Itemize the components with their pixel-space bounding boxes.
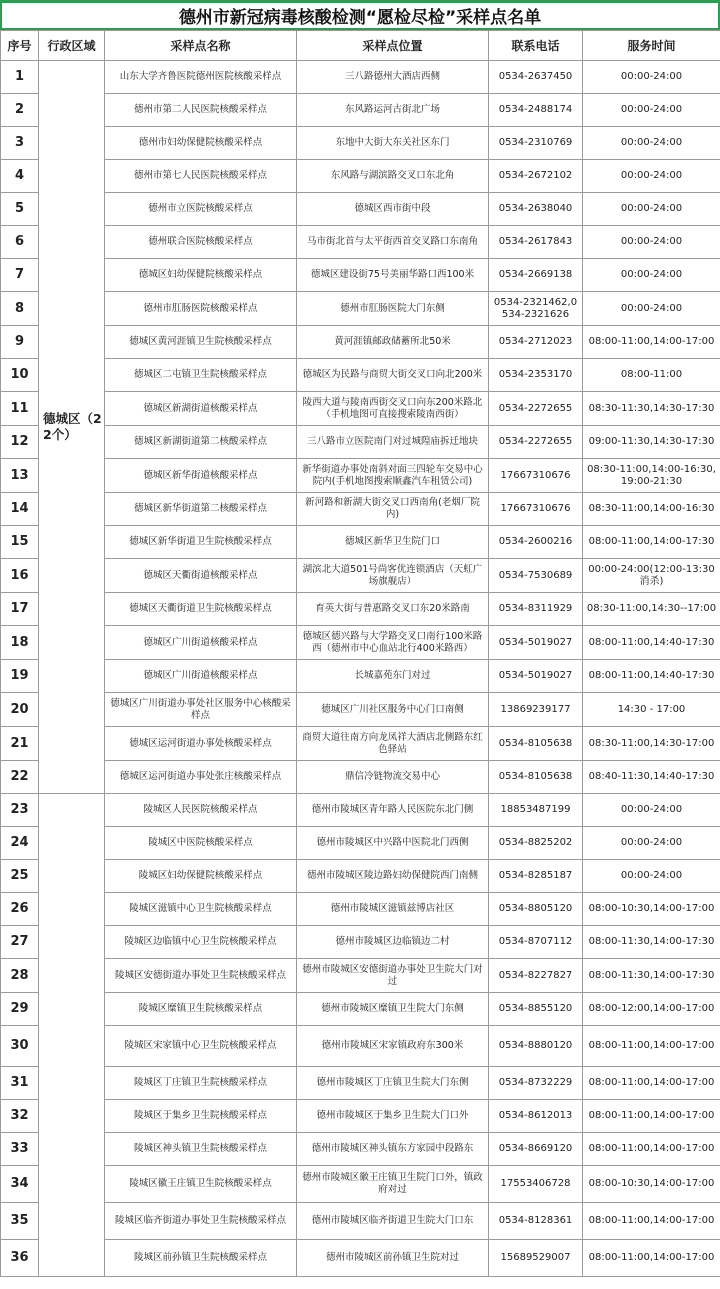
- site-location-cell: 陵西大道与陵南西街交叉口向东200米路北（手机地图可直接搜索陵南西街）: [297, 392, 489, 426]
- service-hours-cell: 08:30-11:00,14:30-17:00: [583, 727, 720, 761]
- table-row: [1, 1166, 720, 1203]
- header-district: 行政区域: [39, 31, 105, 61]
- service-hours-cell: 08:30-11:00,14:00-16:30,19:00-21:30: [583, 459, 720, 493]
- service-hours-cell: 08:00-12:00,14:00-17:00: [583, 993, 720, 1026]
- row-seq-cell: 15: [1, 526, 39, 559]
- table-row: [1, 226, 720, 259]
- table-row: [1, 1067, 720, 1100]
- site-location-cell: 德州市陵城区安德街道办事处卫生院大门对过: [297, 959, 489, 993]
- service-hours-cell: 08:00-11:00,14:00-17:00: [583, 1240, 720, 1277]
- table-row: [1, 459, 720, 493]
- phone-cell: 0534-8612013: [489, 1100, 583, 1133]
- row-seq-cell: 18: [1, 626, 39, 660]
- site-name-cell: 陵城区人民医院核酸采样点: [105, 794, 297, 827]
- site-name-cell: 德城区妇幼保健院核酸采样点: [105, 259, 297, 292]
- phone-cell: 0534-2272655: [489, 426, 583, 459]
- site-name-cell: 陵城区妇幼保健院核酸采样点: [105, 860, 297, 893]
- row-seq-cell: 28: [1, 959, 39, 993]
- row-seq-cell: 31: [1, 1067, 39, 1100]
- row-seq-cell: 23: [1, 794, 39, 827]
- row-seq-cell: 10: [1, 359, 39, 392]
- phone-cell: 0534-8311929: [489, 593, 583, 626]
- phone-cell: 17553406728: [489, 1166, 583, 1203]
- row-seq-cell: 14: [1, 493, 39, 526]
- table-row: [1, 359, 720, 392]
- table-row: [1, 660, 720, 693]
- row-seq-cell: 7: [1, 259, 39, 292]
- site-location-cell: 长城嘉苑东门对过: [297, 660, 489, 693]
- table-row: [1, 127, 720, 160]
- site-name-cell: 德城区新华街道卫生院核酸采样点: [105, 526, 297, 559]
- row-seq-cell: 13: [1, 459, 39, 493]
- row-seq-cell: 11: [1, 392, 39, 426]
- site-name-cell: 陵城区安德街道办事处卫生院核酸采样点: [105, 959, 297, 993]
- site-location-cell: 德州市陵城区青年路人民医院东北门侧: [297, 794, 489, 827]
- row-seq-cell: 19: [1, 660, 39, 693]
- row-seq-cell: 4: [1, 160, 39, 193]
- site-location-cell: 德州市陵城区临齐街道卫生院大门口东: [297, 1203, 489, 1240]
- phone-cell: 0534-8285187: [489, 860, 583, 893]
- table-row: [1, 959, 720, 993]
- table-row: [1, 1026, 720, 1067]
- phone-cell: 0534-8105638: [489, 727, 583, 761]
- site-name-cell: 德城区天衢街道卫生院核酸采样点: [105, 593, 297, 626]
- site-location-cell: 德城区广川社区服务中心门口南侧: [297, 693, 489, 727]
- table-row: [1, 860, 720, 893]
- row-seq-cell: 30: [1, 1026, 39, 1067]
- service-hours-cell: 08:00-11:00,14:00-17:00: [583, 1067, 720, 1100]
- site-name-cell: 陵城区滋镇中心卫生院核酸采样点: [105, 893, 297, 926]
- site-location-cell: 东地中大街大东关社区东门: [297, 127, 489, 160]
- row-seq-cell: 26: [1, 893, 39, 926]
- phone-cell: 0534-8707112: [489, 926, 583, 959]
- site-location-cell: 德城区新华卫生院门口: [297, 526, 489, 559]
- site-location-cell: 德州市陵城区宋家镇政府东300米: [297, 1026, 489, 1067]
- service-hours-cell: 00:00-24:00: [583, 292, 720, 326]
- row-seq-cell: 33: [1, 1133, 39, 1166]
- row-seq-cell: 21: [1, 727, 39, 761]
- table-row: [1, 426, 720, 459]
- site-location-cell: 德城区为民路与商贸大街交叉口向北200米: [297, 359, 489, 392]
- header-site-name: 采样点名称: [105, 31, 297, 61]
- site-name-cell: 德州市立医院核酸采样点: [105, 193, 297, 226]
- site-name-cell: 德城区新华街道第二核酸采样点: [105, 493, 297, 526]
- service-hours-cell: 08:00-11:30,14:00-17:30: [583, 959, 720, 993]
- table-row: [1, 1100, 720, 1133]
- site-name-cell: 德州市第二人民医院核酸采样点: [105, 94, 297, 127]
- phone-cell: 0534-8855120: [489, 993, 583, 1026]
- table-row: [1, 893, 720, 926]
- row-seq-cell: 3: [1, 127, 39, 160]
- site-location-cell: 德城区西市街中段: [297, 193, 489, 226]
- service-hours-cell: 08:30-11:30,14:30-17:30: [583, 392, 720, 426]
- site-name-cell: 陵城区神头镇卫生院核酸采样点: [105, 1133, 297, 1166]
- row-seq-cell: 29: [1, 993, 39, 1026]
- table-row: [1, 593, 720, 626]
- service-hours-cell: 08:00-11:00,14:00-17:00: [583, 1203, 720, 1240]
- site-name-cell: 德城区广川街道办事处社区服务中心核酸采样点: [105, 693, 297, 727]
- service-hours-cell: 08:30-11:00,14:30--17:00: [583, 593, 720, 626]
- phone-cell: 0534-8105638: [489, 761, 583, 794]
- phone-cell: 0534-2672102: [489, 160, 583, 193]
- table-row: [1, 160, 720, 193]
- phone-cell: 15689529007: [489, 1240, 583, 1277]
- district-cell: [39, 794, 105, 1277]
- service-hours-cell: 00:00-24:00: [583, 94, 720, 127]
- site-name-cell: 陵城区糜镇卫生院核酸采样点: [105, 993, 297, 1026]
- table-row: [1, 827, 720, 860]
- table-row: [1, 493, 720, 526]
- table-row: [1, 727, 720, 761]
- phone-cell: 0534-8732229: [489, 1067, 583, 1100]
- site-location-cell: 德州市陵城区中兴路中医院北门西侧: [297, 827, 489, 860]
- site-location-cell: 马市街北首与太平街西首交叉路口东南角: [297, 226, 489, 259]
- phone-cell: 0534-8825202: [489, 827, 583, 860]
- site-name-cell: 德州市第七人民医院核酸采样点: [105, 160, 297, 193]
- phone-cell: 0534-8880120: [489, 1026, 583, 1067]
- site-location-cell: 德州市陵城区徽王庄镇卫生院门口外，镇政府对过: [297, 1166, 489, 1203]
- service-hours-cell: 00:00-24:00: [583, 226, 720, 259]
- table-row: [1, 392, 720, 426]
- site-name-cell: 陵城区丁庄镇卫生院核酸采样点: [105, 1067, 297, 1100]
- row-seq-cell: 2: [1, 94, 39, 127]
- site-location-cell: 东风路与湖滨路交叉口东北角: [297, 160, 489, 193]
- phone-cell: 0534-8227827: [489, 959, 583, 993]
- site-name-cell: 陵城区徽王庄镇卫生院核酸采样点: [105, 1166, 297, 1203]
- site-location-cell: 德城区德兴路与大学路交叉口南行100米路西（德州市中心血站北行400米路西）: [297, 626, 489, 660]
- site-location-cell: 德州市陵城区丁庄镇卫生院大门东侧: [297, 1067, 489, 1100]
- service-hours-cell: 08:00-11:00: [583, 359, 720, 392]
- table-row: [1, 61, 720, 94]
- table-row: [1, 526, 720, 559]
- row-seq-cell: 17: [1, 593, 39, 626]
- site-location-cell: 三八路德州大酒店西侧: [297, 61, 489, 94]
- service-hours-cell: 09:00-11:30,14:30-17:30: [583, 426, 720, 459]
- site-location-cell: 黄河涯镇邮政储蓄所北50米: [297, 326, 489, 359]
- header-site-location: 采样点位置: [297, 31, 489, 61]
- table-row: [1, 559, 720, 593]
- phone-cell: 17667310676: [489, 459, 583, 493]
- site-location-cell: 德州市肛肠医院大门东侧: [297, 292, 489, 326]
- table-row: [1, 94, 720, 127]
- site-location-cell: 德州市陵城区糜镇卫生院大门东侧: [297, 993, 489, 1026]
- site-location-cell: 德州市陵城区边临镇边二村: [297, 926, 489, 959]
- site-location-cell: 德州市陵城区神头镇东方家园中段路东: [297, 1133, 489, 1166]
- site-location-cell: 德州市陵城区于集乡卫生院大门口外: [297, 1100, 489, 1133]
- row-seq-cell: 9: [1, 326, 39, 359]
- service-hours-cell: 00:00-24:00: [583, 860, 720, 893]
- phone-cell: 0534-2600216: [489, 526, 583, 559]
- phone-cell: 0534-2712023: [489, 326, 583, 359]
- phone-cell: 0534-8128361: [489, 1203, 583, 1240]
- service-hours-cell: 08:00-11:00,14:00-17:00: [583, 1100, 720, 1133]
- row-seq-cell: 24: [1, 827, 39, 860]
- phone-cell: 0534-7530689: [489, 559, 583, 593]
- service-hours-cell: 08:00-10:30,14:00-17:00: [583, 1166, 720, 1203]
- site-name-cell: 陵城区临齐街道办事处卫生院核酸采样点: [105, 1203, 297, 1240]
- site-name-cell: 德城区运河街道办事处核酸采样点: [105, 727, 297, 761]
- row-seq-cell: 32: [1, 1100, 39, 1133]
- table-row: [1, 292, 720, 326]
- site-name-cell: 德城区新湖街道第二核酸采样点: [105, 426, 297, 459]
- site-name-cell: 德城区二屯镇卫生院核酸采样点: [105, 359, 297, 392]
- site-name-cell: 山东大学齐鲁医院德州医院核酸采样点: [105, 61, 297, 94]
- phone-cell: 17667310676: [489, 493, 583, 526]
- site-name-cell: 德城区运河街道办事处张庄核酸采样点: [105, 761, 297, 794]
- table-row: [1, 794, 720, 827]
- service-hours-cell: 08:40-11:30,14:40-17:30: [583, 761, 720, 794]
- row-seq-cell: 8: [1, 292, 39, 326]
- row-seq-cell: 34: [1, 1166, 39, 1203]
- service-hours-cell: 14:30 - 17:00: [583, 693, 720, 727]
- service-hours-cell: 00:00-24:00(12:00-13:30消杀): [583, 559, 720, 593]
- phone-cell: 0534-2669138: [489, 259, 583, 292]
- table-row: [1, 326, 720, 359]
- service-hours-cell: 00:00-24:00: [583, 160, 720, 193]
- table-header-row: [1, 31, 720, 61]
- site-location-cell: 湖滨北大道501号尚客优连锁酒店（天虹广场旗舰店）: [297, 559, 489, 593]
- phone-cell: 0534-8669120: [489, 1133, 583, 1166]
- site-name-cell: 陵城区前孙镇卫生院核酸采样点: [105, 1240, 297, 1277]
- site-location-cell: 商贸大道往南方向龙凤祥大酒店北侧路东红色驿站: [297, 727, 489, 761]
- service-hours-cell: 08:00-11:00,14:00-17:00: [583, 1133, 720, 1166]
- service-hours-cell: 00:00-24:00: [583, 259, 720, 292]
- service-hours-cell: 00:00-24:00: [583, 127, 720, 160]
- service-hours-cell: 08:00-11:00,14:00-17:00: [583, 1026, 720, 1067]
- site-location-cell: 育英大街与普惠路交叉口东20米路南: [297, 593, 489, 626]
- site-location-cell: 新华街道办事处南斜对面三四轮车交易中心院内(手机地图搜索顺鑫汽车租赁公司): [297, 459, 489, 493]
- service-hours-cell: 08:00-11:00,14:40-17:30: [583, 660, 720, 693]
- site-name-cell: 陵城区宋家镇中心卫生院核酸采样点: [105, 1026, 297, 1067]
- phone-cell: 0534-5019027: [489, 660, 583, 693]
- table-row: [1, 1133, 720, 1166]
- service-hours-cell: 08:00-11:00,14:00-17:30: [583, 526, 720, 559]
- phone-cell: 0534-8805120: [489, 893, 583, 926]
- site-name-cell: 陵城区于集乡卫生院核酸采样点: [105, 1100, 297, 1133]
- site-location-cell: 德州市陵城区陵边路妇幼保健院西门南侧: [297, 860, 489, 893]
- service-hours-cell: 00:00-24:00: [583, 193, 720, 226]
- table-row: [1, 761, 720, 794]
- table-row: [1, 1203, 720, 1240]
- row-seq-cell: 16: [1, 559, 39, 593]
- table-row: [1, 693, 720, 727]
- site-name-cell: 德州市妇幼保健院核酸采样点: [105, 127, 297, 160]
- table-body: [1, 61, 720, 1277]
- table-row: [1, 626, 720, 660]
- row-seq-cell: 6: [1, 226, 39, 259]
- header-phone: 联系电话: [489, 31, 583, 61]
- phone-cell: 0534-5019027: [489, 626, 583, 660]
- site-location-cell: 新河路和新湖大街交叉口西南角(老烟厂院内): [297, 493, 489, 526]
- service-hours-cell: 00:00-24:00: [583, 794, 720, 827]
- site-name-cell: 陵城区中医院核酸采样点: [105, 827, 297, 860]
- site-name-cell: 德城区新湖街道核酸采样点: [105, 392, 297, 426]
- row-seq-cell: 25: [1, 860, 39, 893]
- row-seq-cell: 35: [1, 1203, 39, 1240]
- site-name-cell: 德城区黄河涯镇卫生院核酸采样点: [105, 326, 297, 359]
- header-service-hours: 服务时间: [583, 31, 720, 61]
- service-hours-cell: 00:00-24:00: [583, 827, 720, 860]
- table-row: [1, 193, 720, 226]
- table-row: [1, 993, 720, 1026]
- sampling-sites-table: [0, 30, 720, 1277]
- header-seq: 序号: [1, 31, 39, 61]
- phone-cell: 0534-2638040: [489, 193, 583, 226]
- site-location-cell: 德州市陵城区滋镇兹博店社区: [297, 893, 489, 926]
- table-row: [1, 1240, 720, 1277]
- site-location-cell: 东风路运河古街北广场: [297, 94, 489, 127]
- phone-cell: 0534-2272655: [489, 392, 583, 426]
- site-name-cell: 德州联合医院核酸采样点: [105, 226, 297, 259]
- service-hours-cell: 08:00-11:00,14:40-17:30: [583, 626, 720, 660]
- phone-cell: 18853487199: [489, 794, 583, 827]
- site-location-cell: 鼎信冷链物流交易中心: [297, 761, 489, 794]
- site-name-cell: 德城区新华街道核酸采样点: [105, 459, 297, 493]
- row-seq-cell: 27: [1, 926, 39, 959]
- site-location-cell: 德州市陵城区前孙镇卫生院对过: [297, 1240, 489, 1277]
- row-seq-cell: 12: [1, 426, 39, 459]
- row-seq-cell: 1: [1, 61, 39, 94]
- table-row: [1, 259, 720, 292]
- phone-cell: 0534-2353170: [489, 359, 583, 392]
- phone-cell: 0534-2637450: [489, 61, 583, 94]
- phone-cell: 13869239177: [489, 693, 583, 727]
- site-name-cell: 陵城区边临镇中心卫生院核酸采样点: [105, 926, 297, 959]
- site-name-cell: 德城区广川街道核酸采样点: [105, 626, 297, 660]
- row-seq-cell: 20: [1, 693, 39, 727]
- district-cell: 德城区（22个）: [39, 61, 105, 794]
- site-location-cell: 三八路市立医院南门对过城隍庙拆迁地块: [297, 426, 489, 459]
- row-seq-cell: 36: [1, 1240, 39, 1277]
- phone-cell: 0534-2488174: [489, 94, 583, 127]
- site-name-cell: 德城区天衢街道核酸采样点: [105, 559, 297, 593]
- service-hours-cell: 00:00-24:00: [583, 61, 720, 94]
- row-seq-cell: 5: [1, 193, 39, 226]
- service-hours-cell: 08:30-11:00,14:00-16:30: [583, 493, 720, 526]
- service-hours-cell: 08:00-10:30,14:00-17:00: [583, 893, 720, 926]
- service-hours-cell: 08:00-11:30,14:00-17:30: [583, 926, 720, 959]
- phone-cell: 0534-2310769: [489, 127, 583, 160]
- table-row: [1, 926, 720, 959]
- site-location-cell: 德城区建设街75号美丽华路口西100米: [297, 259, 489, 292]
- site-name-cell: 德城区广川街道核酸采样点: [105, 660, 297, 693]
- phone-cell: 0534-2617843: [489, 226, 583, 259]
- phone-cell: 0534-2321462,0534-2321626: [489, 292, 583, 326]
- document-title: 德州市新冠病毒核酸检测“愿检尽检”采样点名单: [0, 0, 720, 30]
- site-name-cell: 德州市肛肠医院核酸采样点: [105, 292, 297, 326]
- row-seq-cell: 22: [1, 761, 39, 794]
- service-hours-cell: 08:00-11:00,14:00-17:00: [583, 326, 720, 359]
